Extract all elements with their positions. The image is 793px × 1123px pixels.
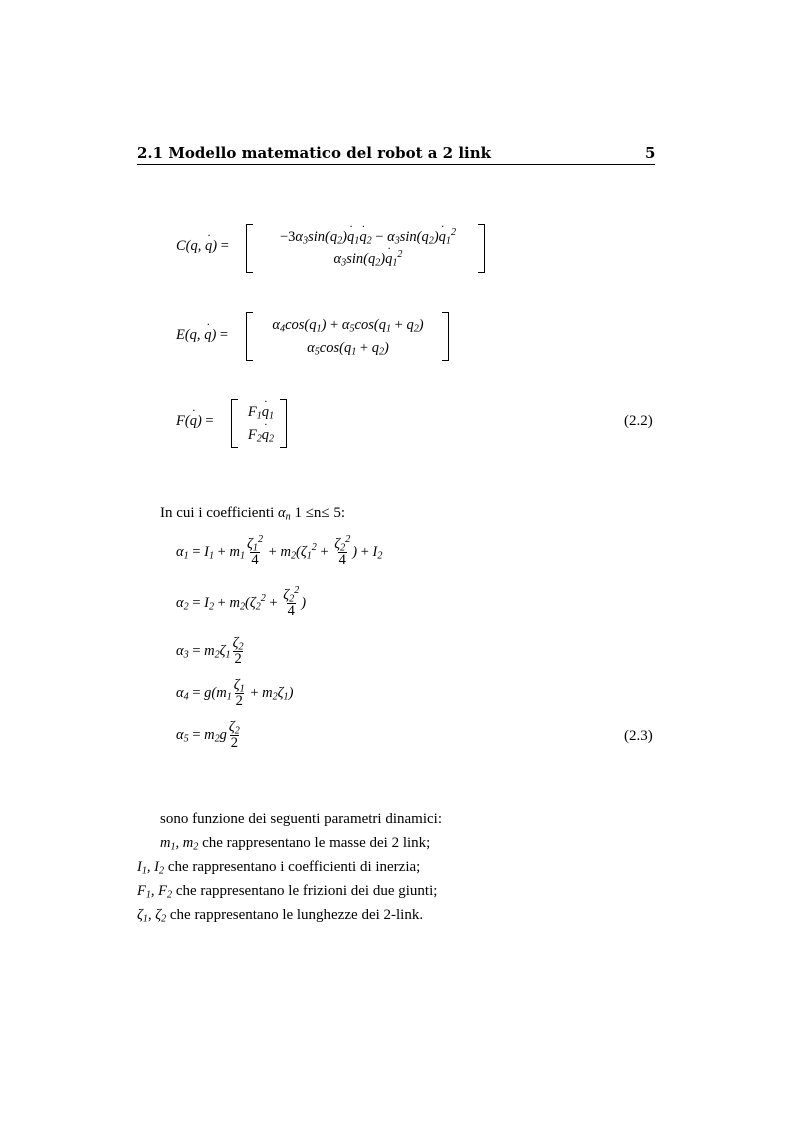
c-matrix-left-bracket [246,224,253,273]
lengths-line: $\zeta_1$, $\zeta_2$ che rappresentano le lunghezze dei 2-link. [137,907,424,925]
e-matrix-row-2: $\alpha_5\cos(q_1 + q_2)$ [307,340,389,358]
f-matrix-lhs: F(q ˙) = [176,413,214,430]
friction-line: $F_1$, $F_2$ che rappresentano le frizioni dei due giunti; [137,883,438,901]
header-rule [137,164,655,165]
f-matrix-row-2: $F_2q$ $˙_2$ [239,427,283,444]
page-number: 5 [645,144,656,162]
e-matrix-lhs: E(q, q ˙) = [176,327,228,344]
alpha-4-equation: $\alpha_4 = g(m_1$ $\frac{\zeta_1}{2}$ + $m_2\zeta_1$) [176,677,294,710]
e-matrix-row-1: $\alpha_4\cos(q_1) + \alpha_5\cos(q_1 + q_2)$ [272,317,424,335]
e-matrix-left-bracket [246,312,253,361]
coefficients-intro-line: In cui i coefficienti $\alpha_n$ 1 ≤n≤ 5: [160,505,346,523]
parameters-intro-line: sono funzione dei seguenti parametri dinamici: [160,811,442,827]
c-matrix-right-bracket [478,224,485,273]
c-matrix-lhs: C(q, q ˙) = [176,238,229,255]
masses-line: $m_1$, $m_2$ che rappresentano le masse dei 2 link; [160,835,431,853]
f-matrix-row-1: $F_1q$ $˙_1$ [239,404,283,421]
f-matrix-left-bracket [231,399,238,448]
c-matrix-row-2: $\alpha_3\sin(q_2)q$ $˙_1^2$ [256,251,480,268]
c-matrix-row-1: $-3\alpha_3\sin(q_2)q$ $˙_1q$ $˙_2 - \alpha_3\sin(q_2)q$ $˙_1^2$ [256,229,480,246]
equation-number-2-3: (2.3) [624,728,653,744]
running-header-title: 2.1 Modello matematico del robot a 2 link [137,144,492,162]
inertia-line: $I_1$, $I_2$ che rappresentano i coefficienti di inerzia; [137,859,421,877]
equation-number-2-2: (2.2) [624,413,653,429]
e-matrix-right-bracket [442,312,449,361]
f-matrix-right-bracket [280,399,287,448]
alpha-1-equation: $\alpha_1 = I_1 + m_1$ $\frac{\zeta_1^2}{4}$ + $m_2(\zeta_1^2$ + $\frac{\zeta_2^2}{4}$ ) + $I_2$ [176,533,383,569]
alpha-2-equation: $\alpha_2 = I_2 + m_2(\zeta_2^2$ + $\frac{\zeta_2^2}{4}$ ) [176,584,307,620]
alpha-3-equation: $\alpha_3 = m_2\zeta_1$ $\frac{\zeta_2}{2}$ [176,635,244,668]
alpha-5-equation: $\alpha_5 = m_2g$ $\frac{\zeta_2}{2}$ [176,719,240,752]
